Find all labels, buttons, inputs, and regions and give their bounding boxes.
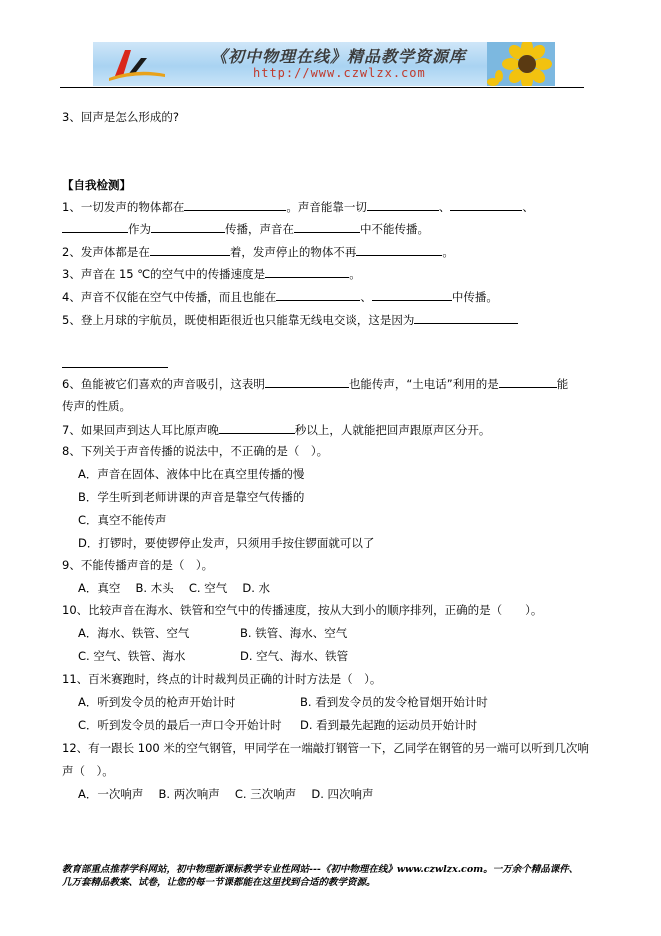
answer-blank[interactable] bbox=[499, 376, 557, 388]
question-10: 10、比较声音在海水、铁管和空气中的传播速度，按从大到小的顺序排列，正确的是（ ）。 bbox=[62, 603, 543, 617]
fill-1-text: 、 bbox=[438, 200, 451, 214]
footer-line-2: 几万套精品教案、试卷，让您的每一节课都能在这里找到合适的教学资源。 bbox=[62, 877, 376, 888]
fill-5-cont bbox=[62, 356, 168, 370]
answer-blank[interactable] bbox=[150, 244, 230, 256]
site-title: 《初中物理在线》精品教学资源库 bbox=[211, 47, 467, 66]
question-11: 11、百米赛跑时，终点的计时裁判员正确的计时方法是（ ）。 bbox=[62, 672, 382, 686]
fill-3-text: 3、声音在 15 ℃的空气中的传播速度是 bbox=[62, 267, 266, 281]
fill-7-text: 7、如果回声到达人耳比原声晚 bbox=[62, 423, 219, 437]
answer-blank[interactable] bbox=[356, 244, 442, 256]
option-10b[interactable]: B. 铁管、海水、空气 bbox=[240, 626, 348, 640]
option-8c[interactable]: C．真空不能传声 bbox=[78, 513, 167, 527]
fill-1-text: 传播，声音在 bbox=[225, 222, 294, 236]
answer-blank[interactable] bbox=[62, 356, 168, 368]
fill-5-text: 5、登上月球的宇航员，既使相距很近也只能靠无线电交谈，这是因为 bbox=[62, 313, 415, 327]
fill-7 bbox=[62, 422, 490, 436]
sunflower-icon bbox=[487, 42, 555, 86]
header-divider bbox=[60, 87, 584, 88]
answer-blank[interactable] bbox=[219, 422, 295, 434]
fill-2-text: 着，发声停止的物体不再 bbox=[229, 245, 357, 259]
fill-7-text: 秒以上，人就能把回声跟原声区分开。 bbox=[294, 423, 491, 437]
question-12-cont: 声（ ）。 bbox=[62, 764, 114, 778]
answer-blank[interactable] bbox=[151, 221, 225, 233]
section-heading: 【自我检测】 bbox=[62, 178, 131, 192]
option-8a[interactable]: A．声音在固体、液体中比在真空里传播的慢 bbox=[78, 467, 305, 481]
option-10d[interactable]: D. 空气、海水、铁管 bbox=[240, 649, 349, 663]
fill-5 bbox=[62, 312, 518, 326]
fill-1-text: 中不能传播。 bbox=[360, 222, 429, 236]
answer-blank[interactable] bbox=[414, 312, 518, 324]
site-logo-icon bbox=[101, 44, 171, 84]
fill-6-text: 能 bbox=[556, 377, 569, 391]
answer-blank[interactable] bbox=[62, 221, 128, 233]
question-8: 8、下列关于声音传播的说法中，不正确的是（ ）。 bbox=[62, 444, 329, 458]
fill-1-cont bbox=[62, 221, 429, 235]
fill-1-text: 1、一切发声的物体都在 bbox=[62, 200, 185, 214]
option-11a[interactable]: A．听到发令员的枪声开始计时 bbox=[78, 695, 236, 709]
fill-1-text: 作为 bbox=[128, 222, 151, 236]
fill-4-text: 、 bbox=[360, 290, 372, 304]
answer-blank[interactable] bbox=[367, 199, 439, 211]
footer-line-1: 教育部重点推荐学科网站，初中物理新课标教学专业性网站---《初中物理在线》www.czwlzx.com。一万余个精品课件、 bbox=[62, 864, 579, 875]
question-9: 9、不能传播声音的是（ ）。 bbox=[62, 558, 214, 572]
fill-4 bbox=[62, 289, 498, 303]
fill-2-text: 。 bbox=[442, 245, 454, 259]
fill-6 bbox=[62, 376, 568, 390]
options-12[interactable]: A．一次响声 B. 两次响声 C. 三次响声 D. 四次响声 bbox=[78, 787, 374, 801]
answer-blank[interactable] bbox=[294, 221, 360, 233]
fill-2 bbox=[62, 244, 454, 258]
question-3: 3、回声是怎么形成的? bbox=[62, 110, 179, 124]
header-banner bbox=[93, 42, 555, 86]
option-10a[interactable]: A．海水、铁管、空气 bbox=[78, 626, 190, 640]
option-11b[interactable]: B. 看到发令员的发令枪冒烟开始计时 bbox=[300, 695, 488, 709]
options-9[interactable]: A．真空 B. 木头 C. 空气 D. 水 bbox=[78, 581, 271, 595]
option-8b[interactable]: B．学生听到老师讲课的声音是靠空气传播的 bbox=[78, 490, 305, 504]
answer-blank[interactable] bbox=[276, 289, 360, 301]
fill-3 bbox=[62, 266, 361, 280]
answer-blank[interactable] bbox=[265, 376, 349, 388]
fill-1-text: 、 bbox=[522, 200, 534, 214]
site-url[interactable]: http://www.czwlzx.com bbox=[253, 66, 426, 80]
question-12: 12、有一跟长 100 米的空气钢管，甲同学在一端敲打钢管一下，乙同学在钢管的另一端可以听到几次响 bbox=[62, 741, 589, 755]
fill-1-text: 。声音能靠一切 bbox=[286, 200, 367, 214]
answer-blank[interactable] bbox=[265, 266, 349, 278]
fill-6-cont: 传声的性质。 bbox=[62, 399, 131, 413]
answer-blank[interactable] bbox=[372, 289, 452, 301]
option-11d[interactable]: D. 看到最先起跑的运动员开始计时 bbox=[300, 718, 478, 732]
fill-6-text: 6、鱼能被它们喜欢的声音吸引，这表明 bbox=[62, 377, 265, 391]
option-11c[interactable]: C．听到发令员的最后一声口令开始计时 bbox=[78, 718, 282, 732]
fill-1 bbox=[62, 199, 534, 213]
answer-blank[interactable] bbox=[450, 199, 522, 211]
fill-4-text: 中传播。 bbox=[451, 290, 498, 304]
answer-blank[interactable] bbox=[184, 199, 286, 211]
option-10c[interactable]: C. 空气、铁管、海水 bbox=[78, 649, 186, 663]
fill-2-text: 2、发声体都是在 bbox=[62, 245, 150, 259]
option-8d[interactable]: D．打锣时，要使锣停止发声，只须用手按住锣面就可以了 bbox=[78, 536, 375, 550]
fill-3-text: 。 bbox=[349, 267, 361, 281]
fill-4-text: 4、声音不仅能在空气中传播，而且也能在 bbox=[62, 290, 277, 304]
fill-6-text: 也能传声，“土电话”利用的是 bbox=[348, 377, 499, 391]
